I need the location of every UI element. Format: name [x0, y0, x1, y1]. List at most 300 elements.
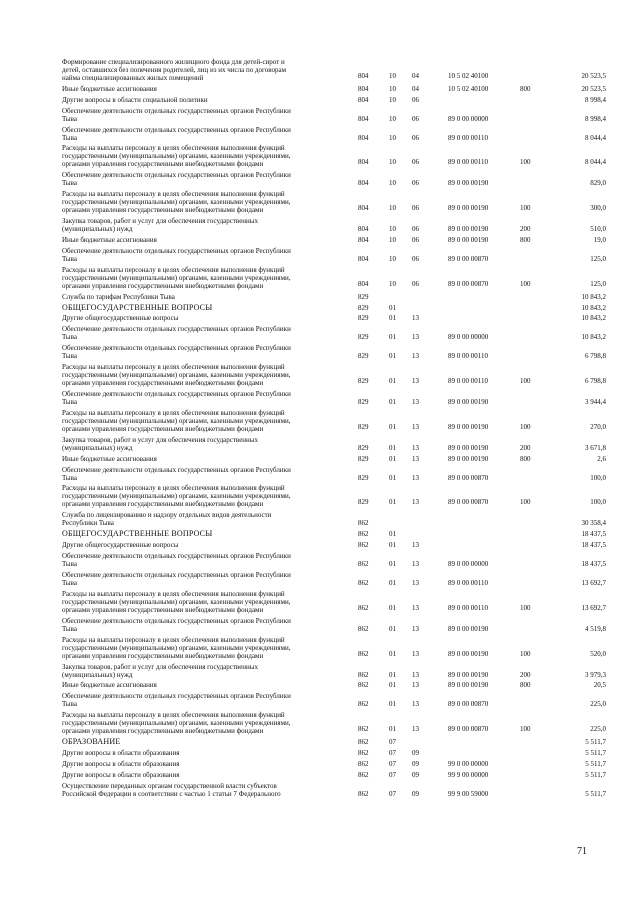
- table-row: [0, 436, 640, 455]
- section-code: 01: [389, 422, 396, 431]
- department-code: 804: [358, 133, 369, 142]
- amount: 30 358,4: [581, 519, 606, 528]
- subsection-code: 06: [412, 158, 419, 167]
- section-code: 10: [389, 133, 396, 142]
- amount: 5 511,7: [585, 770, 606, 779]
- subsection-code: 13: [412, 624, 419, 633]
- section-code: 10: [389, 95, 396, 104]
- amount: 10 843,2: [581, 314, 606, 323]
- subsection-code: 13: [412, 398, 419, 407]
- subsection-code: 09: [412, 770, 419, 779]
- subsection-code: 13: [412, 560, 419, 569]
- table-row: [0, 126, 640, 145]
- department-code: 862: [358, 530, 369, 539]
- table-row: [0, 85, 640, 96]
- description-line: Обеспечение деятельности отдельных государственных органов Республики: [62, 106, 291, 115]
- target-article-code: 89 0 00 00190: [448, 649, 489, 658]
- amount: 8 998,4: [585, 114, 606, 123]
- department-code: 829: [358, 314, 369, 323]
- department-code: 804: [358, 279, 369, 288]
- section-code: 10: [389, 72, 396, 80]
- description-line: Служба по лицензированию и надзору отдельных видов деятельности: [62, 511, 272, 520]
- section-code: 07: [389, 748, 396, 757]
- department-code: 862: [358, 700, 369, 709]
- description-line: Обеспечение деятельности отдельных государственных органов Республики: [62, 616, 291, 625]
- description-line: Расходы на выплаты персоналу в целях обеспечения выполнения функций: [62, 265, 285, 274]
- section-code: 01: [389, 541, 396, 550]
- subsection-code: 06: [412, 236, 419, 245]
- description-line: государственными (муниципальными) органами, казенными учреждениями,: [62, 273, 291, 282]
- description-line: Расходы на выплаты персоналу в целях обеспечения выполнения функций: [62, 711, 285, 720]
- description-line: ОБЩЕГОСУДАРСТВЕННЫЕ ВОПРОСЫ: [62, 529, 213, 539]
- row-description: [62, 681, 347, 689]
- target-article-code: 89 0 00 00190: [448, 236, 489, 245]
- description-line: Другие вопросы в области образования: [62, 748, 180, 757]
- description-line: органами управления государственными внебюджетными фондами: [62, 727, 264, 736]
- description-line: государственными (муниципальными) органами, казенными учреждениями,: [62, 371, 291, 380]
- target-article-code: 89 0 00 00110: [448, 578, 488, 587]
- subsection-code: 13: [412, 333, 419, 342]
- amount: 829,0: [590, 179, 606, 188]
- department-code: 862: [358, 770, 369, 779]
- target-article-code: 89 0 00 00870: [448, 498, 489, 507]
- amount: 225,0: [590, 700, 606, 709]
- amount: 18 437,5: [581, 530, 606, 539]
- description-line: Обеспечение деятельности отдельных государственных органов Республики: [62, 344, 291, 353]
- description-line: детей, оставшихся без попечения родителей, лиц из их числа по договорам: [62, 66, 287, 74]
- target-article-code: 10 5 02 40100: [448, 84, 489, 93]
- target-article-code: 89 0 00 00000: [448, 114, 489, 123]
- table-row: [0, 541, 640, 552]
- department-code: 804: [358, 114, 369, 123]
- department-code: 804: [358, 84, 369, 93]
- row-description: [62, 617, 347, 633]
- description-line: Расходы на выплаты персоналу в целях обеспечения выполнения функций: [62, 484, 285, 493]
- amount: 5 511,7: [585, 789, 606, 798]
- amount: 18 437,5: [581, 560, 606, 569]
- subsection-code: 09: [412, 789, 419, 798]
- row-description: [62, 126, 347, 142]
- amount: 100,0: [590, 498, 606, 507]
- description-line: Иные бюджетные ассигнования: [62, 84, 157, 93]
- row-description: [62, 314, 347, 322]
- section-code: 10: [389, 84, 396, 93]
- department-code: 862: [358, 541, 369, 550]
- expense-type-code: 100: [520, 204, 531, 213]
- table-row: [0, 390, 640, 409]
- subsection-code: 13: [412, 443, 419, 452]
- department-code: 862: [358, 560, 369, 569]
- amount: 10 843,2: [581, 333, 606, 342]
- description-line: Формирование специализированного жилищного фонда для детей-сирот и: [62, 58, 285, 66]
- target-article-code: 89 0 00 00190: [448, 443, 489, 452]
- description-line: органами управления государственными внебюджетными фондами: [62, 206, 264, 215]
- subsection-code: 13: [412, 352, 419, 361]
- row-description: [62, 749, 347, 757]
- description-line: Тыва: [62, 179, 77, 188]
- description-line: Российской Федерации в соответствии с частью 1 статьи 7 Федерального: [62, 789, 281, 798]
- expense-type-code: 800: [520, 681, 531, 690]
- row-description: [62, 409, 347, 433]
- amount: 10 843,2: [581, 292, 606, 301]
- expense-type-code: 100: [520, 725, 531, 734]
- row-description: [62, 85, 347, 93]
- target-article-code: 89 0 00 00870: [448, 700, 489, 709]
- row-description: [62, 484, 347, 508]
- description-line: Тыва: [62, 578, 77, 587]
- amount: 5 511,7: [585, 738, 606, 747]
- department-code: 804: [358, 95, 369, 104]
- table-row: [0, 571, 640, 590]
- description-line: Расходы на выплаты персоналу в целях обеспечения выполнения функций: [62, 144, 285, 153]
- table-row: [0, 107, 640, 126]
- target-article-code: 89 0 00 00110: [448, 352, 488, 361]
- target-article-code: 10 5 02 40100: [448, 72, 489, 80]
- row-description: [62, 436, 347, 452]
- description-line: Тыва: [62, 624, 77, 633]
- target-article-code: 89 0 00 00190: [448, 681, 489, 690]
- row-description: [62, 663, 347, 679]
- department-code: 862: [358, 670, 369, 679]
- amount: 225,0: [590, 725, 606, 734]
- description-line: Обеспечение деятельности отдельных государственных органов Республики: [62, 390, 291, 399]
- amount: 510,0: [590, 225, 606, 234]
- description-line: Осуществление переданных органам государственной власти субъектов: [62, 781, 277, 790]
- row-description: [62, 171, 347, 187]
- table-row: [0, 217, 640, 236]
- subsection-code: 13: [412, 700, 419, 709]
- section-code: 01: [389, 530, 396, 539]
- section-code: 01: [389, 473, 396, 482]
- expense-type-code: 100: [520, 649, 531, 658]
- description-line: органами управления государственными внебюджетными фондами: [62, 500, 264, 509]
- description-line: Расходы на выплаты персоналу в целях обеспечения выполнения функций: [62, 635, 285, 644]
- row-description: [62, 390, 347, 406]
- row-description: [62, 760, 347, 768]
- row-description: [62, 541, 347, 549]
- target-article-code: 89 0 00 00870: [448, 279, 489, 288]
- department-code: 829: [358, 473, 369, 482]
- amount: 6 798,8: [585, 352, 606, 361]
- department-code: 829: [358, 303, 369, 312]
- department-code: 862: [358, 624, 369, 633]
- subsection-code: 13: [412, 578, 419, 587]
- subsection-code: 13: [412, 498, 419, 507]
- row-description: [62, 217, 347, 233]
- amount: 270,0: [590, 422, 606, 431]
- section-code: 01: [389, 314, 396, 323]
- department-code: 862: [358, 649, 369, 658]
- table-row: [0, 681, 640, 692]
- row-description: [62, 466, 347, 482]
- amount: 100,0: [590, 473, 606, 482]
- department-code: 862: [358, 789, 369, 798]
- budget-table: [0, 58, 640, 801]
- table-row: [0, 325, 640, 344]
- section-code: 01: [389, 377, 396, 386]
- description-line: органами управления государственными внебюджетными фондами: [62, 160, 264, 169]
- amount: 19,0: [593, 236, 606, 245]
- page-number: 71: [577, 846, 587, 857]
- table-row: [0, 692, 640, 711]
- section-code: 07: [389, 770, 396, 779]
- row-description: [62, 325, 347, 341]
- description-line: Закупка товаров, работ и услуг для обеспечения государственных: [62, 435, 259, 444]
- section-code: 01: [389, 333, 396, 342]
- description-line: Обеспечение деятельности отдельных государственных органов Республики: [62, 552, 291, 561]
- section-code: 01: [389, 624, 396, 633]
- section-code: 07: [389, 759, 396, 768]
- description-line: государственными (муниципальными) органами, казенными учреждениями,: [62, 597, 291, 606]
- subsection-code: 13: [412, 454, 419, 463]
- target-article-code: 99 9 00 59000: [448, 789, 489, 798]
- subsection-code: 13: [412, 377, 419, 386]
- section-code: 01: [389, 649, 396, 658]
- row-description: [62, 363, 347, 387]
- row-description: [62, 530, 347, 538]
- row-description: [62, 771, 347, 779]
- description-line: государственными (муниципальными) органами, казенными учреждениями,: [62, 719, 291, 728]
- target-article-code: 99 9 00 00000: [448, 770, 489, 779]
- description-line: (муниципальных) нужд: [62, 225, 133, 234]
- subsection-code: 13: [412, 541, 419, 550]
- subsection-code: 13: [412, 670, 419, 679]
- amount: 4 519,8: [585, 624, 606, 633]
- description-line: государственными (муниципальными) органами, казенными учреждениями,: [62, 416, 291, 425]
- section-code: 07: [389, 789, 396, 798]
- expense-type-code: 100: [520, 279, 531, 288]
- table-row: [0, 144, 640, 171]
- description-line: ОБЩЕГОСУДАРСТВЕННЫЕ ВОПРОСЫ: [62, 302, 213, 312]
- department-code: 829: [358, 443, 369, 452]
- table-row: [0, 663, 640, 682]
- table-row: [0, 266, 640, 293]
- description-line: Тыва: [62, 352, 77, 361]
- row-description: [62, 236, 347, 244]
- description-line: Обеспечение деятельности отдельных государственных органов Республики: [62, 465, 291, 474]
- description-line: Иные бюджетные ассигнования: [62, 236, 157, 245]
- description-line: Тыва: [62, 133, 77, 142]
- amount: 20 523,5: [581, 72, 606, 80]
- target-article-code: 89 0 00 00110: [448, 377, 488, 386]
- target-article-code: 89 0 00 00190: [448, 225, 489, 234]
- description-line: Обеспечение деятельности отдельных государственных органов Республики: [62, 570, 291, 579]
- target-article-code: 89 0 00 00870: [448, 254, 489, 263]
- table-row: [0, 190, 640, 217]
- table-row: [0, 484, 640, 511]
- expense-type-code: 100: [520, 158, 531, 167]
- description-line: Обеспечение деятельности отдельных государственных органов Республики: [62, 171, 291, 180]
- row-description: [62, 96, 347, 104]
- target-article-code: 89 0 00 00190: [448, 179, 489, 188]
- table-row: [0, 617, 640, 636]
- table-row: [0, 782, 640, 801]
- amount: 5 511,7: [585, 759, 606, 768]
- description-line: Обеспечение деятельности отдельных государственных органов Республики: [62, 325, 291, 334]
- description-line: Закупка товаров, работ и услуг для обеспечения государственных: [62, 662, 259, 671]
- table-row: [0, 771, 640, 782]
- expense-type-code: 100: [520, 498, 531, 507]
- amount: 6 798,8: [585, 377, 606, 386]
- table-row: [0, 293, 640, 304]
- expense-type-code: 800: [520, 84, 531, 93]
- department-code: 862: [358, 519, 369, 528]
- department-code: 829: [358, 333, 369, 342]
- row-description: [62, 247, 347, 263]
- description-line: Обеспечение деятельности отдельных государственных органов Республики: [62, 125, 291, 134]
- row-description: [62, 636, 347, 660]
- row-description: [62, 455, 347, 463]
- section-code: 01: [389, 725, 396, 734]
- department-code: 804: [358, 225, 369, 234]
- section-code: 01: [389, 603, 396, 612]
- department-code: 829: [358, 352, 369, 361]
- description-line: Расходы на выплаты персоналу в целях обеспечения выполнения функций: [62, 190, 285, 199]
- department-code: 804: [358, 72, 369, 80]
- description-line: Другие общегосударственные вопросы: [62, 314, 179, 323]
- table-row: [0, 304, 640, 315]
- subsection-code: 09: [412, 748, 419, 757]
- row-description: [62, 107, 347, 123]
- description-line: Обеспечение деятельности отдельных государственных органов Республики: [62, 246, 291, 255]
- subsection-code: 06: [412, 133, 419, 142]
- target-article-code: 89 0 00 00190: [448, 398, 489, 407]
- row-description: [62, 511, 347, 527]
- description-line: Тыва: [62, 333, 77, 342]
- description-line: органами управления государственными внебюджетными фондами: [62, 424, 264, 433]
- description-line: Расходы на выплаты персоналу в целях обеспечения выполнения функций: [62, 363, 285, 372]
- amount: 20 523,5: [581, 84, 606, 93]
- table-row: [0, 466, 640, 485]
- table-row: [0, 236, 640, 247]
- expense-type-code: 100: [520, 422, 531, 431]
- subsection-code: 06: [412, 114, 419, 123]
- section-code: 10: [389, 158, 396, 167]
- table-row: [0, 455, 640, 466]
- target-article-code: 89 0 00 00190: [448, 422, 489, 431]
- amount: 8 044,4: [585, 133, 606, 142]
- description-line: Другие вопросы в области образования: [62, 759, 180, 768]
- target-article-code: 89 0 00 00110: [448, 133, 488, 142]
- description-line: Иные бюджетные ассигнования: [62, 454, 157, 463]
- target-article-code: 89 0 00 00190: [448, 204, 489, 213]
- target-article-code: 99 0 00 00000: [448, 759, 489, 768]
- amount: 125,0: [590, 254, 606, 263]
- table-row: [0, 96, 640, 107]
- target-article-code: 89 0 00 00000: [448, 333, 489, 342]
- target-article-code: 89 0 00 00110: [448, 603, 488, 612]
- table-row: [0, 344, 640, 363]
- section-code: 10: [389, 254, 396, 263]
- row-description: [62, 711, 347, 735]
- expense-type-code: 100: [520, 377, 531, 386]
- expense-type-code: 800: [520, 454, 531, 463]
- description-line: Республики Тыва: [62, 519, 114, 528]
- description-line: органами управления государственными внебюджетными фондами: [62, 379, 264, 388]
- amount: 18 437,5: [581, 541, 606, 550]
- row-description: [62, 738, 347, 746]
- description-line: (муниципальных) нужд: [62, 443, 133, 452]
- amount: 8 998,4: [585, 95, 606, 104]
- target-article-code: 89 0 00 00000: [448, 560, 489, 569]
- table-row: [0, 409, 640, 436]
- subsection-code: 13: [412, 649, 419, 658]
- section-code: 10: [389, 114, 396, 123]
- subsection-code: 06: [412, 95, 419, 104]
- section-code: 01: [389, 700, 396, 709]
- department-code: 829: [358, 398, 369, 407]
- target-article-code: 89 0 00 00190: [448, 670, 489, 679]
- amount: 8 044,4: [585, 158, 606, 167]
- section-code: 10: [389, 236, 396, 245]
- row-description: [62, 571, 347, 587]
- department-code: 804: [358, 204, 369, 213]
- section-code: 01: [389, 443, 396, 452]
- description-line: органами управления государственными внебюджетными фондами: [62, 281, 264, 290]
- amount: 20,5: [593, 681, 606, 690]
- row-description: [62, 293, 347, 301]
- table-row: [0, 247, 640, 266]
- amount: 3 944,4: [585, 398, 606, 407]
- table-row: [0, 511, 640, 530]
- description-line: Тыва: [62, 473, 77, 482]
- section-code: 01: [389, 498, 396, 507]
- row-description: [62, 344, 347, 360]
- target-article-code: 89 0 00 00870: [448, 473, 489, 482]
- department-code: 804: [358, 254, 369, 263]
- department-code: 829: [358, 377, 369, 386]
- section-code: 07: [389, 738, 396, 747]
- section-code: 01: [389, 398, 396, 407]
- subsection-code: 06: [412, 254, 419, 263]
- description-line: (муниципальных) нужд: [62, 670, 133, 679]
- subsection-code: 06: [412, 179, 419, 188]
- description-line: государственными (муниципальными) органами, казенными учреждениями,: [62, 492, 291, 501]
- description-line: Расходы на выплаты персоналу в целях обеспечения выполнения функций: [62, 408, 285, 417]
- row-description: [62, 144, 347, 168]
- subsection-code: 13: [412, 725, 419, 734]
- target-article-code: 89 0 00 00870: [448, 725, 489, 734]
- row-description: [62, 266, 347, 290]
- description-line: Закупка товаров, работ и услуг для обеспечения государственных: [62, 217, 259, 226]
- department-code: 829: [358, 454, 369, 463]
- subsection-code: 13: [412, 603, 419, 612]
- amount: 13 692,7: [581, 603, 606, 612]
- section-code: 10: [389, 179, 396, 188]
- section-code: 10: [389, 279, 396, 288]
- row-description: [62, 552, 347, 568]
- amount: 3 671,8: [585, 443, 606, 452]
- amount: 300,0: [590, 204, 606, 213]
- description-line: найма специализированных жилых помещений: [62, 74, 204, 82]
- department-code: 829: [358, 422, 369, 431]
- description-line: органами управления государственными внебюджетными фондами: [62, 651, 264, 660]
- section-code: 01: [389, 303, 396, 312]
- section-code: 01: [389, 681, 396, 690]
- expense-type-code: 200: [520, 443, 531, 452]
- section-code: 01: [389, 560, 396, 569]
- description-line: Расходы на выплаты персоналу в целях обеспечения выполнения функций: [62, 589, 285, 598]
- subsection-code: 06: [412, 204, 419, 213]
- subsection-code: 13: [412, 422, 419, 431]
- subsection-code: 04: [412, 84, 419, 93]
- subsection-code: 06: [412, 225, 419, 234]
- description-line: Тыва: [62, 700, 77, 709]
- department-code: 804: [358, 179, 369, 188]
- description-line: государственными (муниципальными) органами, казенными учреждениями,: [62, 198, 291, 207]
- table-row: [0, 552, 640, 571]
- table-row: [0, 711, 640, 738]
